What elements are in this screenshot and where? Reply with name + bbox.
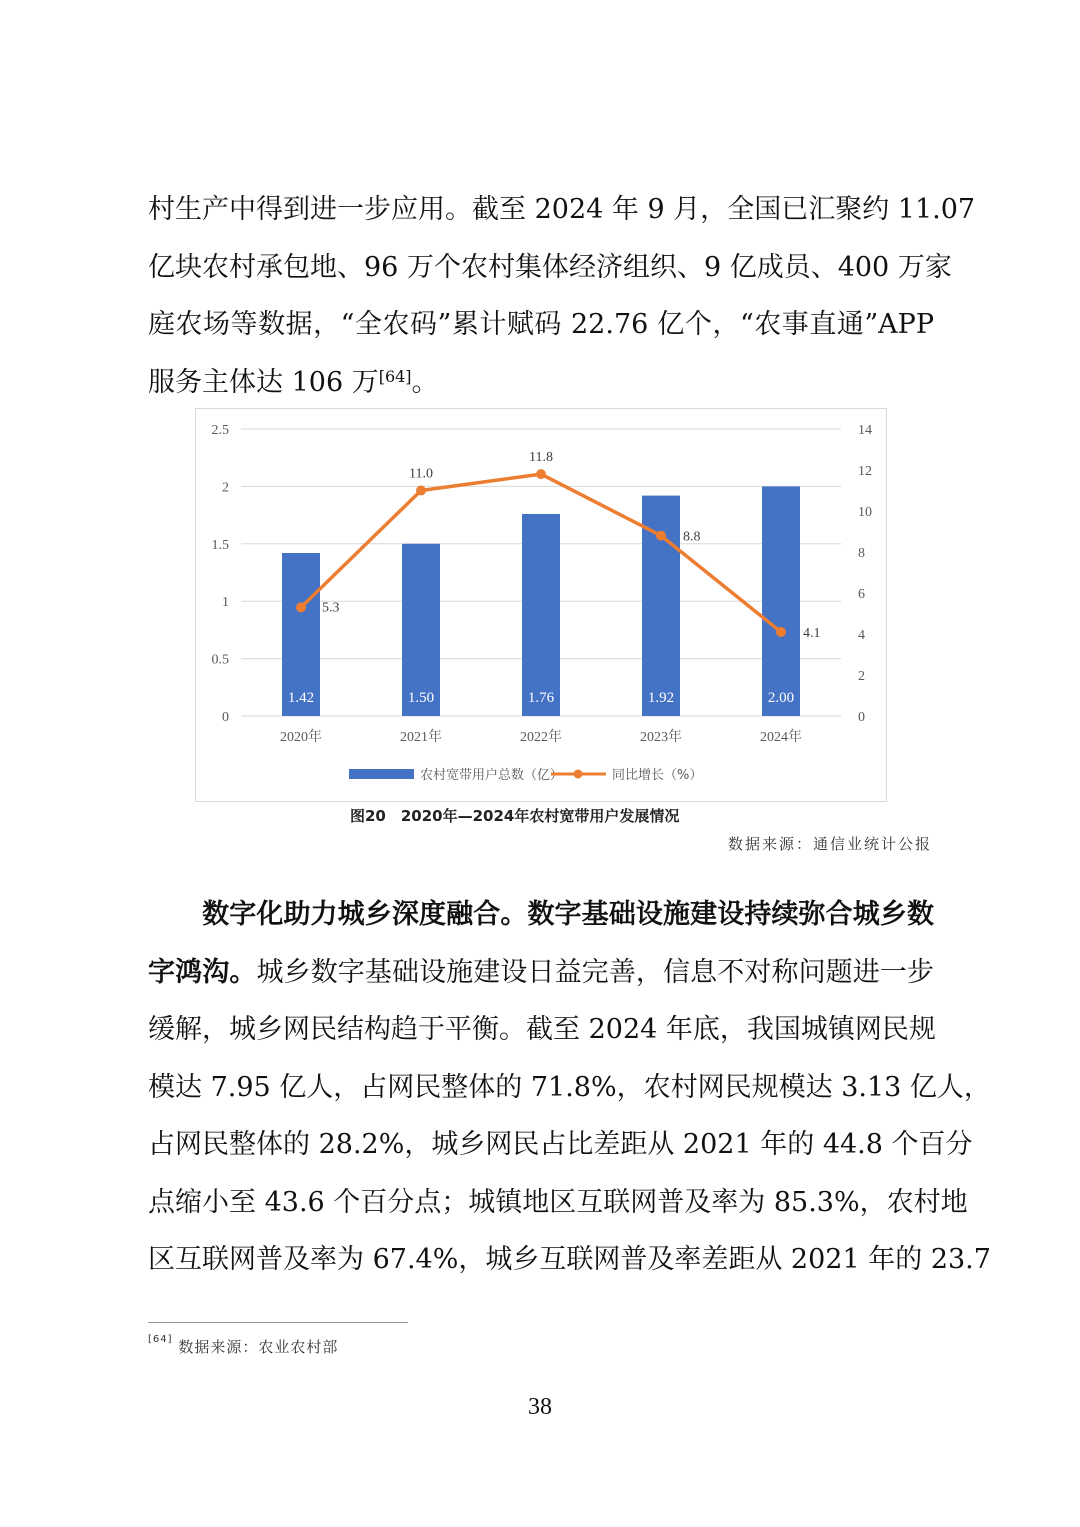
growth-point [776,627,786,637]
paragraph-line: 亿块农村承包地、96 万个农村集体经济组织、9 亿成员、400 万家 [148,251,952,283]
page-number: 38 [528,1394,552,1420]
bar [522,514,560,716]
y-right-tick-label: 10 [858,505,872,520]
paragraph-line: 点缩小至 43.6 个百分点；城镇地区互联网普及率为 85.3%，农村地 [148,1186,968,1218]
paragraph-2 [148,886,991,1289]
line-data-label: 4.1 [803,625,821,641]
y-right-tick-label: 6 [858,587,865,602]
legend-line-marker [574,770,583,779]
figure-caption: 图20 2020年—2024年农村宽带用户发展情况 [350,807,680,825]
figure-source: 数据来源：通信业统计公报 [727,835,932,853]
bar-data-label: 1.42 [287,690,315,706]
bar-data-label: 1.50 [407,690,435,706]
x-tick-label: 2022年 [520,730,562,745]
x-tick-label: 2023年 [640,730,682,745]
growth-point [416,486,426,496]
line-data-label: 8.8 [683,529,701,545]
y-left-tick-label: 1 [222,595,229,611]
y-left-tick-label: 2 [222,480,229,496]
growth-point [536,469,546,479]
y-right-tick-label: 0 [858,710,865,725]
y-right-tick-label: 8 [858,546,865,561]
paragraph-line: 村生产中得到进一步应用。截至 2024 年 9 月，全国已汇聚约 11.07 [148,194,976,225]
paragraph-punct: 。 [411,366,439,398]
growth-point [656,531,666,541]
footnote-ref[interactable]: [64] [378,366,412,386]
chart-container [195,408,887,802]
paragraph-text: 服务主体达 106 万 [148,366,379,398]
line-data-label: 11.8 [529,450,553,466]
growth-point [296,602,306,612]
x-tick-label: 2020年 [280,730,322,745]
legend-bar-label: 农村宽带用户总数（亿） [420,768,564,783]
footnote-number: [64] [148,1334,173,1345]
x-tick-label: 2024年 [760,730,802,745]
legend-bar-swatch [349,769,414,779]
bar-data-label: 1.92 [647,690,675,706]
legend-line-label: 同比增长（%） [612,768,703,783]
paragraph-1 [148,181,976,411]
combo-chart [196,409,886,801]
footnote-text: 数据来源：农业农村部 [178,1338,339,1356]
y-right-tick-label: 14 [858,423,872,438]
bar-data-label: 1.76 [527,690,555,706]
paragraph-line: 模达 7.95 亿人，占网民整体的 71.8%，农村网民规模达 3.13 亿人， [148,1071,991,1103]
heading-text: 数字化助力城乡深度融合。数字基础设施建设持续弥合城乡数 [202,899,934,930]
y-left-tick-label: 0 [222,710,229,725]
footnote [148,1336,338,1357]
paragraph-line: 缓解，城乡网民结构趋于平衡。截至 2024 年底，我国城镇网民规 [148,1014,936,1045]
paragraph-line [148,354,934,412]
heading-text-end: 字鸿沟。 [148,956,257,988]
y-left-tick-label: 2.5 [211,423,229,438]
line-data-label: 5.3 [322,600,340,616]
x-tick-label: 2021年 [400,730,442,745]
y-left-tick-label: 0.5 [211,652,229,668]
y-left-tick-label: 1.5 [211,537,229,553]
paragraph-line: 占网民整体的 28.2%，城乡网民占比差距从 2021 年的 44.8 个百分 [148,1129,973,1160]
y-right-tick-label: 4 [858,628,865,643]
bar-data-label: 2.00 [767,690,795,706]
bar [762,486,800,716]
line-data-label: 11.0 [409,466,433,482]
paragraph-heading [148,886,934,944]
paragraph-text: 城乡数字基础设施建设日益完善，信息不对称问题进一步 [256,956,935,988]
y-right-tick-label: 2 [858,669,865,684]
paragraph-line: 庭农场等数据，“全农码”累计赋码 22.76 亿个，“农事直通”APP [148,309,934,340]
paragraph-line [148,944,934,1002]
y-right-tick-label: 12 [858,464,872,479]
paragraph-line: 区互联网普及率为 67.4%，城乡互联网普及率差距从 2021 年的 23.7 [148,1244,991,1275]
footnote-divider [148,1322,408,1323]
